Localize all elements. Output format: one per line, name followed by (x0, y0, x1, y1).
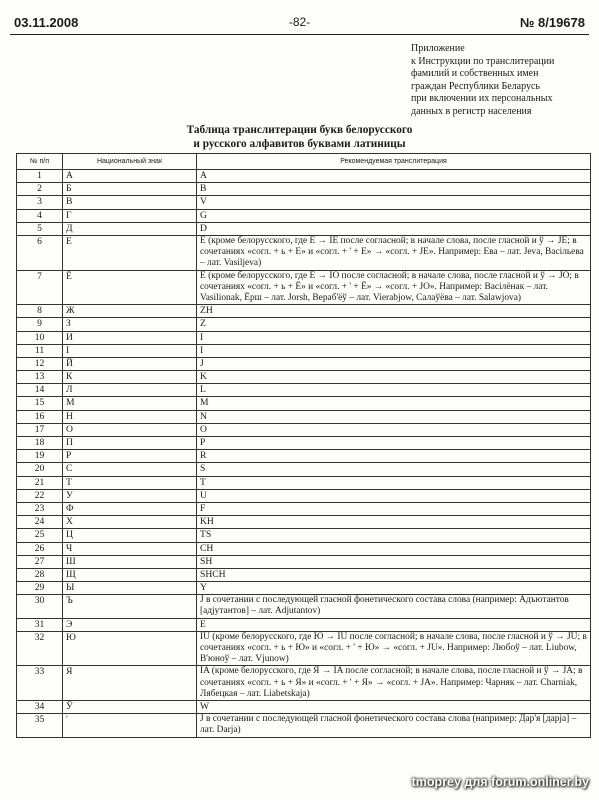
table-row (17, 542, 591, 555)
row-number-cell: 28 (17, 568, 63, 581)
table-row (17, 450, 591, 463)
table-row (17, 423, 591, 436)
table-title-line-1: Таблица транслитерации букв белорусского (186, 124, 413, 136)
row-number-cell: 13 (17, 371, 63, 384)
national-sign-cell: Щ (63, 568, 197, 581)
table-row (17, 463, 591, 476)
national-sign-cell: Ж (63, 305, 197, 318)
national-sign-cell: Н (63, 410, 197, 423)
national-sign-cell: К (63, 371, 197, 384)
page-header (14, 15, 585, 33)
appendix-line: к Инструкции по транслитерации (411, 55, 555, 67)
table-row (17, 397, 591, 410)
row-number-cell: 10 (17, 331, 63, 344)
national-sign-cell: Ш (63, 555, 197, 568)
national-sign-cell: Ў (63, 701, 197, 714)
transliteration-cell: TS (197, 529, 591, 542)
table-row (17, 357, 591, 370)
transliteration-cell: U (197, 489, 591, 502)
national-sign-cell: Т (63, 476, 197, 489)
row-number-cell: 3 (17, 196, 63, 209)
transliteration-table (16, 153, 591, 738)
transliteration-cell: N (197, 410, 591, 423)
column-header-national-sign: Национальный знак (63, 154, 197, 170)
transliteration-cell: CH (197, 542, 591, 555)
national-sign-cell: Ц (63, 529, 197, 542)
table-row (17, 331, 591, 344)
header-page-number: -82- (288, 15, 311, 29)
row-number-cell: 21 (17, 476, 63, 489)
appendix-line: фамилий и собственных имен (411, 68, 539, 80)
table-row (17, 714, 591, 737)
table-row (17, 502, 591, 515)
transliteration-cell: J в сочетании с последующей гласной фонетического состава слова (например: Дар'я [дарjа] – лат. Darja) (197, 714, 591, 737)
transliteration-cell: SHCH (197, 568, 591, 581)
row-number-cell: 30 (17, 595, 63, 618)
national-sign-cell: Г (63, 209, 197, 222)
header-divider (10, 34, 589, 35)
row-number-cell: 5 (17, 222, 63, 235)
row-number-cell: 22 (17, 489, 63, 502)
table-row (17, 410, 591, 423)
table-row (17, 568, 591, 581)
appendix-line: Приложение (411, 43, 465, 54)
transliteration-cell: S (197, 463, 591, 476)
transliteration-cell: V (197, 196, 591, 209)
transliteration-cell: L (197, 384, 591, 397)
transliteration-cell: K (197, 371, 591, 384)
national-sign-cell: Х (63, 516, 197, 529)
national-sign-cell: Ч (63, 542, 197, 555)
transliteration-cell: G (197, 209, 591, 222)
row-number-cell: 19 (17, 450, 63, 463)
national-sign-cell: І (63, 344, 197, 357)
row-number-cell: 26 (17, 542, 63, 555)
table-row (17, 516, 591, 529)
table-row (17, 270, 591, 305)
national-sign-cell: Я (63, 666, 197, 701)
row-number-cell: 2 (17, 183, 63, 196)
table-row (17, 529, 591, 542)
transliteration-cell: E (кроме белорусского, где Ё → IO после согласной; в начале слова, после гласной и ў → JO; в сочетаниях «согл. + ь + Ё» и «согл. + ' + Ё» → «согл. + JO». Например: Васілёнак – лат. Vasilionak, Ёрш – лат. Jorsh, Вераб'ёў – лат. Vierabjow, Салаўёва – лат. Salawjova) (197, 270, 591, 305)
transliteration-cell: ZH (197, 305, 591, 318)
transliteration-cell: F (197, 502, 591, 515)
table-row (17, 437, 591, 450)
row-number-cell: 29 (17, 582, 63, 595)
row-number-cell: 35 (17, 714, 63, 737)
national-sign-cell: А (63, 170, 197, 183)
table-row (17, 344, 591, 357)
national-sign-cell: З (63, 318, 197, 331)
transliteration-cell: T (197, 476, 591, 489)
table-row (17, 631, 591, 666)
transliteration-cell: R (197, 450, 591, 463)
table-row (17, 183, 591, 196)
transliteration-cell: IA (кроме белорусского, где Я → IA после согласной; в начале слова, после гласной и ў → JA; в сочетаниях «согл. + ь + Я» и «согл. + ' + Я» → «согл. + JA». Например: Чарняк – лат. Charniak, Лябецкая – лат. Liabetskaja) (197, 666, 591, 701)
national-sign-cell: Ё (63, 270, 197, 305)
row-number-cell: 25 (17, 529, 63, 542)
appendix-line: при включении их персональных (411, 93, 553, 105)
transliteration-cell: KH (197, 516, 591, 529)
appendix-note (411, 43, 589, 119)
row-number-cell: 17 (17, 423, 63, 436)
header-document-number: № 8/19678 (519, 15, 585, 30)
table-row (17, 209, 591, 222)
table-row (17, 305, 591, 318)
row-number-cell: 11 (17, 344, 63, 357)
national-sign-cell: С (63, 463, 197, 476)
row-number-cell: 18 (17, 437, 63, 450)
national-sign-cell: Р (63, 450, 197, 463)
table-row (17, 384, 591, 397)
row-number-cell: 14 (17, 384, 63, 397)
national-sign-cell: Б (63, 183, 197, 196)
table-row (17, 170, 591, 183)
table-body (17, 170, 591, 738)
transliteration-cell: E (кроме белорусского, где Е → IE после согласной; в начале слова, после гласной и ў → JE; в сочетаниях «согл. + ь + Е» и «согл. + ' + Е» → «согл. + JE». Например: Ева – лат. Jeva, Васільева – лат. Vasiljeva) (197, 235, 591, 270)
watermark: tmoprey для forum.onliner.by (411, 775, 589, 789)
appendix-line: данных в регистр населения (411, 105, 532, 117)
national-sign-cell: ' (63, 714, 197, 737)
transliteration-cell: M (197, 397, 591, 410)
transliteration-cell: I (197, 331, 591, 344)
row-number-cell: 32 (17, 631, 63, 666)
table-row (17, 701, 591, 714)
transliteration-cell: E (197, 618, 591, 631)
table-header-row (17, 154, 591, 170)
transliteration-cell: J в сочетании с последующей гласной фонетического состава слова (например: Адъютантов [адjутантов] – лат. Adjutantov) (197, 595, 591, 618)
row-number-cell: 34 (17, 701, 63, 714)
table-row (17, 235, 591, 270)
row-number-cell: 24 (17, 516, 63, 529)
row-number-cell: 4 (17, 209, 63, 222)
row-number-cell: 6 (17, 235, 63, 270)
table-row (17, 371, 591, 384)
row-number-cell: 12 (17, 357, 63, 370)
row-number-cell: 9 (17, 318, 63, 331)
column-header-transliteration: Рекомендуемая транслитерация (197, 154, 591, 170)
transliteration-cell: A (197, 170, 591, 183)
table-title-line-2: и русского алфавитов буквами латиницы (193, 137, 406, 150)
row-number-cell: 16 (17, 410, 63, 423)
transliteration-cell: IU (кроме белорусского, где Ю → IU после согласной; в начале слова, после гласной и ў → JU; в сочетаниях «согл. + ь + Ю» и «согл. + ' + Ю» → «согл. + JU». Например: Любоў – лат. Liubow, В'юноў – лат. Vjunow) (197, 631, 591, 666)
row-number-cell: 15 (17, 397, 63, 410)
row-number-cell: 33 (17, 666, 63, 701)
column-header-number: № п/п (17, 154, 63, 170)
header-date: 03.11.2008 (14, 15, 79, 30)
national-sign-cell: Ю (63, 631, 197, 666)
transliteration-cell: O (197, 423, 591, 436)
row-number-cell: 27 (17, 555, 63, 568)
table-row (17, 582, 591, 595)
row-number-cell: 7 (17, 270, 63, 305)
national-sign-cell: Ы (63, 582, 197, 595)
national-sign-cell: Ъ (63, 595, 197, 618)
national-sign-cell: Е (63, 235, 197, 270)
transliteration-cell: B (197, 183, 591, 196)
table-row (17, 318, 591, 331)
transliteration-cell: J (197, 357, 591, 370)
transliteration-cell: Y (197, 582, 591, 595)
table-row (17, 595, 591, 618)
national-sign-cell: Л (63, 384, 197, 397)
row-number-cell: 1 (17, 170, 63, 183)
transliteration-cell: Z (197, 318, 591, 331)
national-sign-cell: У (63, 489, 197, 502)
appendix-line: граждан Республики Беларусь (411, 80, 540, 92)
table-row (17, 666, 591, 701)
national-sign-cell: М (63, 397, 197, 410)
table-row (17, 555, 591, 568)
table-title (0, 124, 599, 151)
national-sign-cell: Э (63, 618, 197, 631)
transliteration-cell: I (197, 344, 591, 357)
row-number-cell: 23 (17, 502, 63, 515)
national-sign-cell: Ф (63, 502, 197, 515)
transliteration-cell: D (197, 222, 591, 235)
transliteration-cell: W (197, 701, 591, 714)
row-number-cell: 8 (17, 305, 63, 318)
national-sign-cell: В (63, 196, 197, 209)
transliteration-cell: P (197, 437, 591, 450)
table-row (17, 618, 591, 631)
row-number-cell: 31 (17, 618, 63, 631)
national-sign-cell: И (63, 331, 197, 344)
table-row (17, 476, 591, 489)
national-sign-cell: Й (63, 357, 197, 370)
national-sign-cell: Д (63, 222, 197, 235)
row-number-cell: 20 (17, 463, 63, 476)
transliteration-cell: SH (197, 555, 591, 568)
table-row (17, 222, 591, 235)
table-row (17, 196, 591, 209)
national-sign-cell: П (63, 437, 197, 450)
table-row (17, 489, 591, 502)
national-sign-cell: О (63, 423, 197, 436)
